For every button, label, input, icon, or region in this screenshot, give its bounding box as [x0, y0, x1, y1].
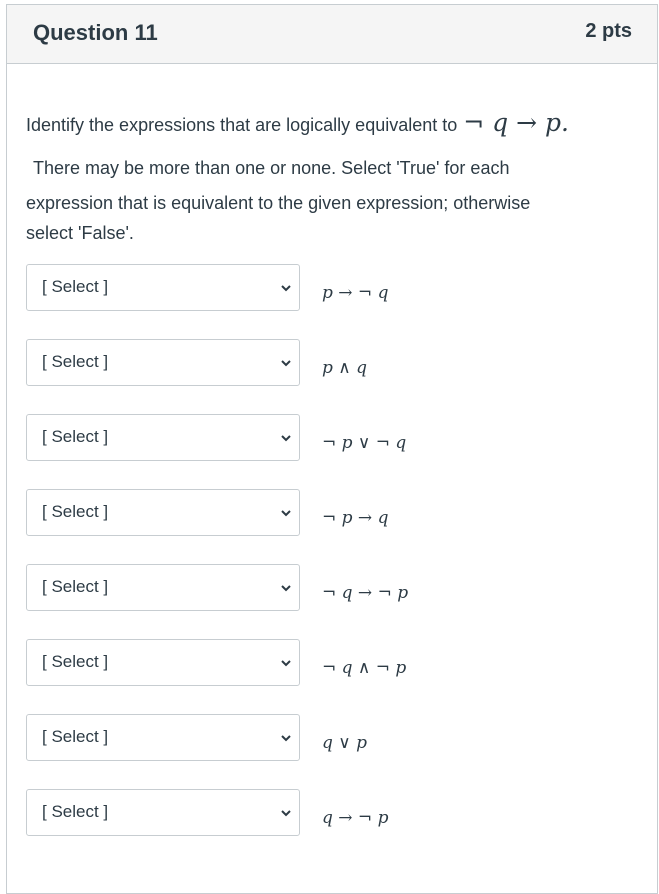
chevron-down-icon	[279, 656, 293, 670]
question-title: Question 11	[33, 20, 158, 45]
question-points: 2 pts	[585, 20, 632, 42]
chevron-down-icon	[279, 506, 293, 520]
answer-select[interactable]	[26, 414, 300, 461]
select-value: [ Select ]	[42, 352, 109, 371]
answer-select[interactable]	[26, 339, 300, 386]
select-value: [ Select ]	[42, 502, 109, 521]
select-value: [ Select ]	[42, 652, 109, 671]
answer-select[interactable]	[26, 714, 300, 761]
expression: q ∨ p	[322, 733, 368, 753]
chevron-down-icon	[279, 356, 293, 370]
answer-select[interactable]	[26, 789, 300, 836]
prompt-line-1	[26, 108, 569, 137]
answer-select[interactable]	[26, 564, 300, 611]
prompt-line-4: select 'False'.	[26, 223, 134, 243]
expression: ¬ q → ¬ p	[322, 583, 409, 603]
given-expression: ¬ q → p.	[463, 108, 569, 137]
prompt-line-2: There may be more than one or none. Select 'True' for each	[33, 158, 510, 178]
expression: ¬ p → q	[322, 508, 389, 528]
expression: p ∧ q	[322, 358, 368, 378]
chevron-down-icon	[279, 806, 293, 820]
select-value: [ Select ]	[42, 577, 109, 596]
select-value: [ Select ]	[42, 802, 109, 821]
chevron-down-icon	[279, 281, 293, 295]
expression: ¬ q ∧ ¬ p	[322, 658, 407, 678]
chevron-down-icon	[279, 431, 293, 445]
prompt-text: Identify the expressions that are logically equivalent to	[26, 115, 458, 135]
question-header	[7, 5, 657, 64]
select-value: [ Select ]	[42, 277, 109, 296]
chevron-down-icon	[279, 731, 293, 745]
expression: p → ¬ q	[322, 283, 389, 303]
select-value: [ Select ]	[42, 727, 109, 746]
expression: ¬ p ∨ ¬ q	[322, 433, 407, 453]
select-value: [ Select ]	[42, 427, 109, 446]
expression: q → ¬ p	[322, 808, 389, 828]
answer-select[interactable]	[26, 489, 300, 536]
answer-select[interactable]	[26, 639, 300, 686]
chevron-down-icon	[279, 581, 293, 595]
prompt-line-3: expression that is equivalent to the given expression; otherwise	[26, 193, 531, 213]
answer-select[interactable]	[26, 264, 300, 311]
